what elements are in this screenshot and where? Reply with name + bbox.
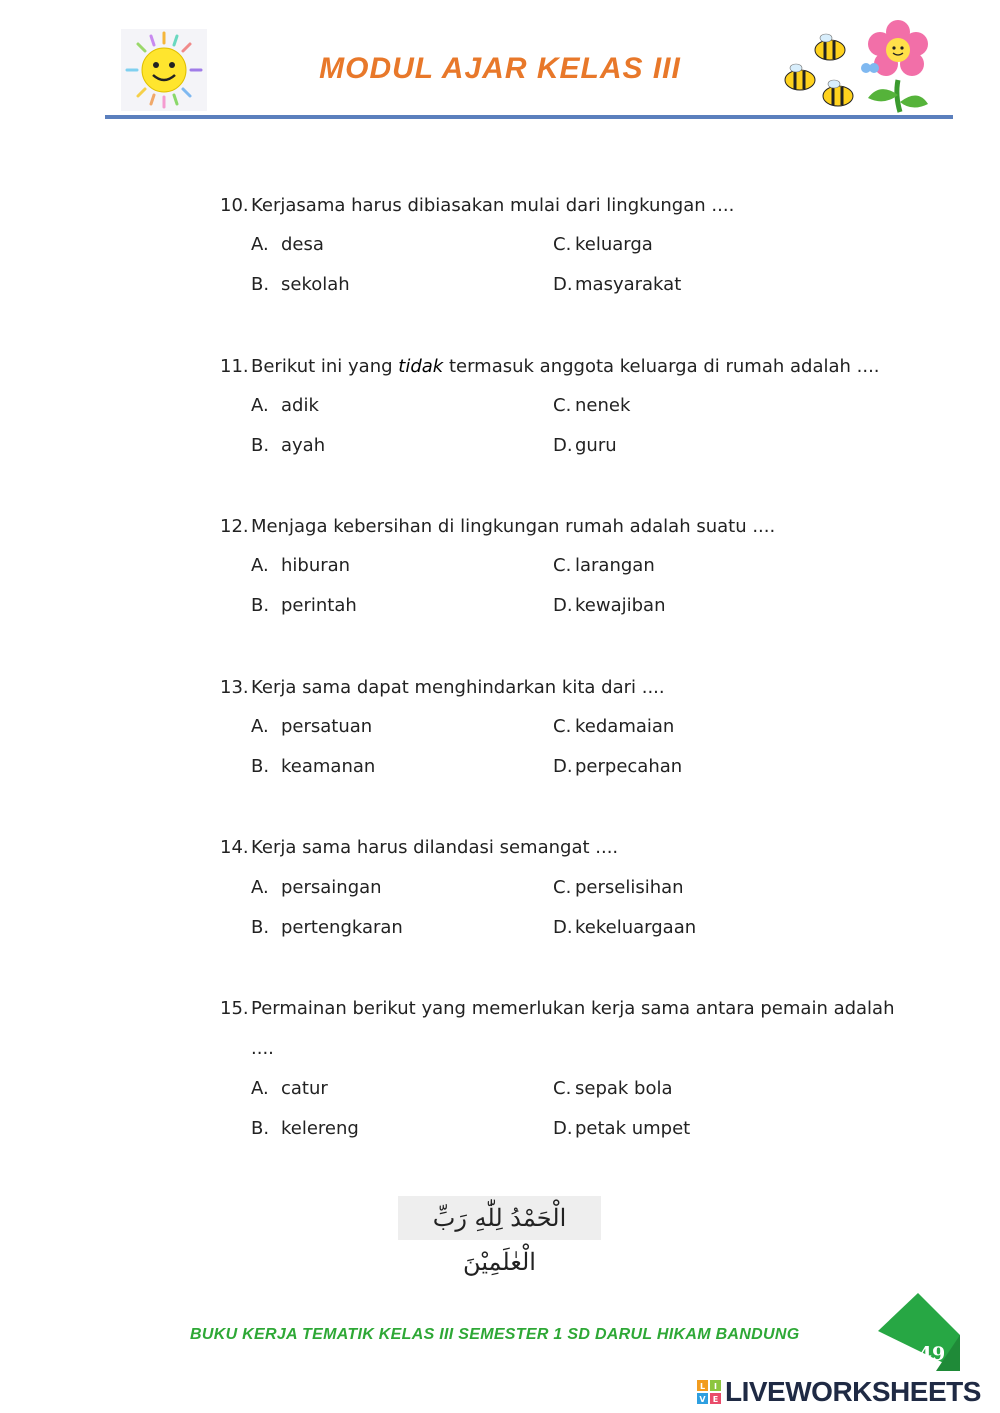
liveworksheets-icon	[697, 1380, 721, 1404]
option-b[interactable]: B. sekolah	[251, 274, 350, 295]
emphasis-word: tidak	[398, 356, 444, 377]
option-d[interactable]: D. masyarakat	[553, 274, 682, 295]
option-b[interactable]: B. keamanan	[251, 756, 376, 777]
question-number: 14.	[220, 837, 249, 858]
question-text-continuation: ....	[251, 1038, 274, 1059]
footer-book-title: BUKU KERJA TEMATIK KELAS III SEMESTER 1 SD DARUL HIKAM BANDUNG	[190, 1326, 800, 1343]
bees-flower-illustration	[780, 20, 930, 119]
option-a[interactable]: A. adik	[251, 395, 319, 416]
option-a[interactable]: A. hiburan	[251, 555, 351, 576]
option-d[interactable]: D. petak umpet	[553, 1118, 691, 1139]
option-d[interactable]: D. guru	[553, 435, 617, 456]
question-number: 15.	[220, 998, 249, 1019]
question-number: 10.	[220, 195, 249, 216]
option-d[interactable]: D. kewajiban	[553, 595, 666, 616]
option-c[interactable]: C. keluarga	[553, 234, 653, 255]
header-rule	[105, 115, 953, 119]
question-text: Kerjasama harus dibiasakan mulai dari lingkungan ....	[251, 195, 735, 216]
option-b[interactable]: B. ayah	[251, 435, 326, 456]
module-title: MODUL AJAR KELAS III	[319, 52, 681, 85]
question-text: Kerja sama harus dilandasi semangat ....	[251, 837, 619, 858]
option-c[interactable]: C. larangan	[553, 555, 655, 576]
option-b[interactable]: B. kelereng	[251, 1118, 359, 1139]
option-a[interactable]: A. desa	[251, 234, 324, 255]
question-text: Kerja sama dapat menghindarkan kita dari ....	[251, 677, 665, 698]
question-text: Berikut ini yang tidak termasuk anggota keluarga di rumah adalah ....	[251, 356, 880, 377]
question-number: 11.	[220, 356, 249, 377]
svg-text:V: V	[699, 1395, 706, 1404]
liveworksheets-brand-text: LIVEWORKSHEETS	[725, 1376, 981, 1407]
page-number: 49	[918, 1343, 946, 1365]
option-a[interactable]: A. persatuan	[251, 716, 373, 737]
svg-text:L: L	[699, 1382, 706, 1391]
option-c[interactable]: C. sepak bola	[553, 1078, 673, 1099]
liveworksheets-logo[interactable]	[697, 1376, 981, 1408]
option-b[interactable]: B. pertengkaran	[251, 917, 403, 938]
question-text: Permainan berikut yang memerlukan kerja sama antara pemain adalah	[251, 998, 895, 1019]
page-number-badge	[876, 1293, 966, 1382]
question-number: 13.	[220, 677, 249, 698]
option-a[interactable]: A. catur	[251, 1078, 328, 1099]
svg-text:I: I	[714, 1382, 717, 1391]
option-c[interactable]: C. kedamaian	[553, 716, 675, 737]
option-a[interactable]: A. persaingan	[251, 877, 382, 898]
option-d[interactable]: D. kekeluargaan	[553, 917, 697, 938]
option-c[interactable]: C. nenek	[553, 395, 631, 416]
option-d[interactable]: D. perpecahan	[553, 756, 683, 777]
option-c[interactable]: C. perselisihan	[553, 877, 684, 898]
question-number: 12.	[220, 516, 249, 537]
svg-text:E: E	[712, 1395, 719, 1404]
closing-arabic-text: الْحَمْدُ لِلّٰهِ رَبِّ الْعٰلَمِيْنَ	[398, 1196, 601, 1240]
option-b[interactable]: B. perintah	[251, 595, 357, 616]
question-text: Menjaga kebersihan di lingkungan rumah adalah suatu ....	[251, 516, 776, 537]
